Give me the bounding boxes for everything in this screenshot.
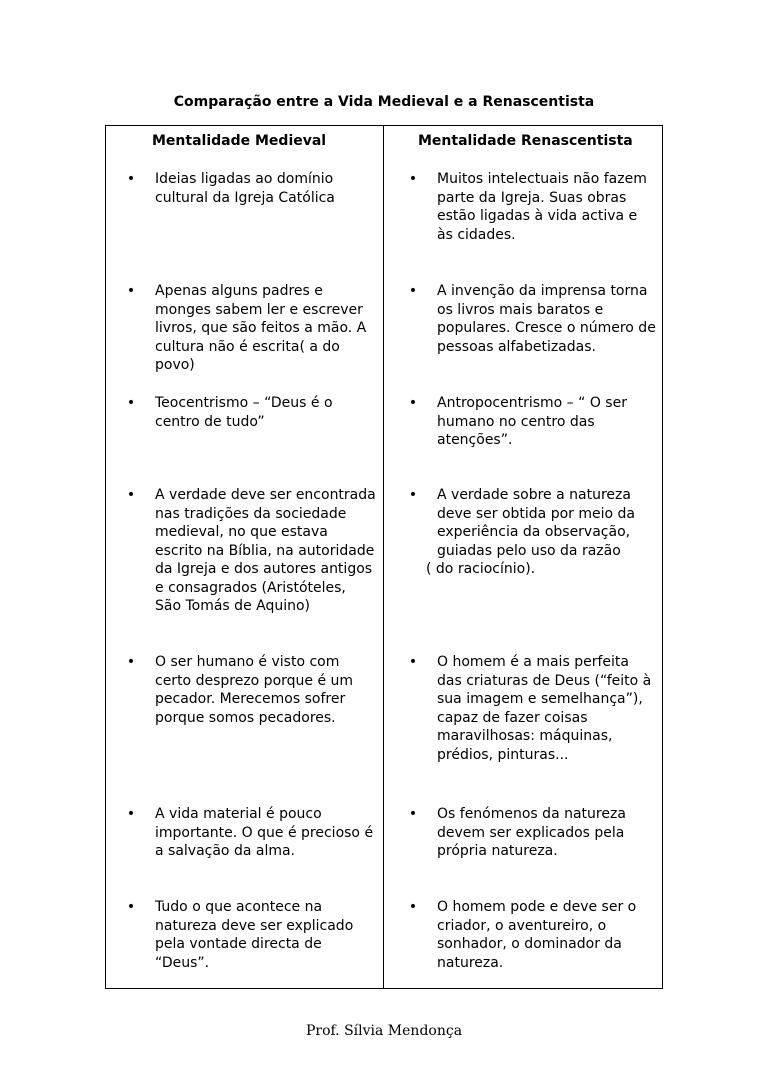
bullet-icon: • — [126, 487, 136, 503]
medieval-item-4 — [126, 486, 376, 616]
medieval-item-7 — [126, 898, 376, 972]
header-medieval: Mentalidade Medieval — [152, 133, 327, 149]
medieval-item-text: Tudo o que acontece na natureza deve ser explicado pela vontade directa de “Deus”. — [155, 899, 354, 971]
bullet-icon: • — [408, 283, 418, 299]
bullet-icon: • — [126, 899, 136, 915]
renaissance-item-6 — [408, 805, 656, 861]
medieval-item-text: Apenas alguns padres e monges sabem ler e escrever livros, que são feitos a mão. A cultura não é escrita( a do povo) — [155, 283, 367, 373]
renaissance-item-text: Muitos intelectuais não fazem parte da Igreja. Suas obras estão ligadas à vida activa e às cidades. — [437, 171, 647, 243]
comparison-table — [105, 125, 663, 989]
renaissance-item-1 — [408, 170, 656, 244]
renaissance-item-text: A verdade sobre a natureza deve ser obtida por meio da experiência da observação, guiadas pelo uso da razão — [437, 487, 635, 559]
renaissance-item-text: O homem é a mais perfeita das criaturas de Deus (“feito à sua imagem e semelhança”), capaz de fazer coisas maravilhosas: máquinas, prédios, pinturas... — [437, 654, 652, 763]
renaissance-item-4 — [408, 486, 656, 579]
document-title: Comparação entre a Vida Medieval e a Renascentista — [173, 94, 595, 110]
bullet-icon: • — [126, 283, 136, 299]
medieval-item-text: Ideias ligadas ao domínio cultural da Igreja Católica — [155, 171, 335, 206]
renaissance-item-5 — [408, 653, 656, 764]
medieval-item-text: O ser humano é visto com certo desprezo porque é um pecador. Merecemos sofrer porque somos pecadores. — [155, 654, 354, 726]
renaissance-item-text: Antropocentrismo – “ O ser humano no centro das atenções”. — [437, 395, 627, 448]
bullet-icon: • — [126, 171, 136, 187]
renaissance-item-text-continued: ( do raciocínio). — [426, 561, 536, 577]
bullet-icon: • — [126, 806, 136, 822]
header-renaissance: Mentalidade Renascentista — [418, 133, 633, 149]
column-divider — [383, 126, 384, 988]
medieval-item-2 — [126, 282, 376, 375]
bullet-icon: • — [126, 654, 136, 670]
bullet-icon: • — [408, 395, 418, 411]
renaissance-item-text: Os fenómenos da natureza devem ser explicados pela própria natureza. — [437, 806, 626, 859]
medieval-item-text: Teocentrismo – “Deus é o centro de tudo” — [155, 395, 333, 430]
bullet-icon: • — [408, 654, 418, 670]
renaissance-item-text: A invenção da imprensa torna os livros mais baratos e populares. Cresce o número de pessoas alfabetizadas. — [437, 283, 656, 355]
bullet-icon: • — [408, 899, 418, 915]
medieval-item-text: A verdade deve ser encontrada nas tradições da sociedade medieval, no que estava escrito na Bíblia, na autoridade da Igreja e dos autores antigos e consagrados (Aristóteles, São Tomás de Aquino) — [155, 487, 376, 614]
bullet-icon: • — [408, 487, 418, 503]
medieval-item-text: A vida material é pouco importante. O que é precioso é a salvação da alma. — [155, 806, 374, 859]
renaissance-item-3 — [408, 394, 656, 450]
bullet-icon: • — [408, 806, 418, 822]
medieval-item-1 — [126, 170, 376, 207]
bullet-icon: • — [408, 171, 418, 187]
medieval-item-6 — [126, 805, 376, 861]
medieval-item-3 — [126, 394, 376, 431]
bullet-icon: • — [126, 395, 136, 411]
medieval-item-5 — [126, 653, 376, 727]
renaissance-item-7 — [408, 898, 656, 972]
renaissance-item-text: O homem pode e deve ser o criador, o aventureiro, o sonhador, o dominador da natureza. — [437, 899, 637, 971]
author-footer: Prof. Sílvia Mendonça — [305, 1023, 463, 1039]
renaissance-item-2 — [408, 282, 656, 356]
